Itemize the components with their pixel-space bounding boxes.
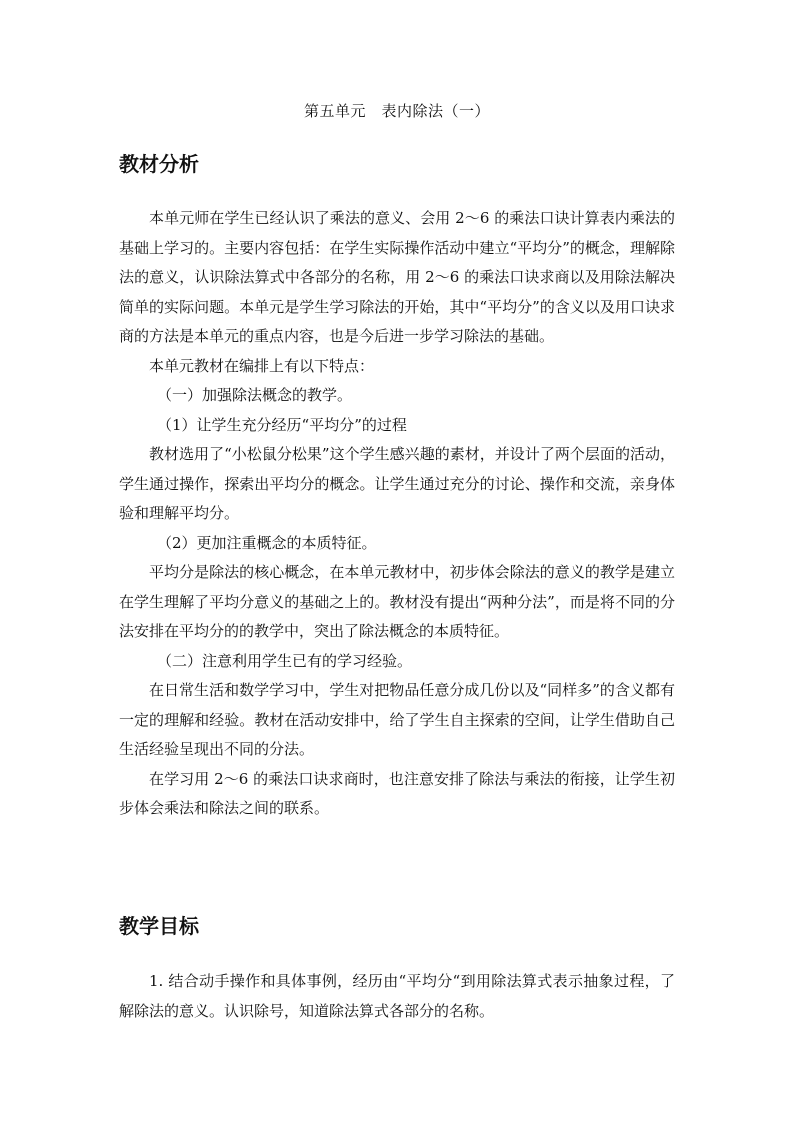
section-heading-teaching-objectives: 教学目标 <box>119 914 199 938</box>
paragraph: 本单元师在学生已经认识了乘法的意义、会用 2～6 的乘法口诀计算表内乘法的基础上学习的。主要内容包括：在学生实际操作活动中建立“平均分”的概念，理解除法的意义，认识除法算式中各部分的名称，用 2～6 的乘法口诀求商以及用除法解决简单的实际问题。本单元是学生学习除法的开始，其中“平均分”的含义以及用口诀求商的方法是本单元的重点内容，也是今后进一步学习除法的基础。 <box>119 209 675 345</box>
paragraph: 在学习用 2～6 的乘法口诀求商时，也注意安排了除法与乘法的衔接，让学生初步体会乘法和除法之间的联系。 <box>119 769 675 817</box>
subheading: （2）更加注重概念的本质特征。 <box>157 533 377 552</box>
section-heading-textbook-analysis: 教材分析 <box>119 152 199 176</box>
paragraph: 在日常生活和数学学习中，学生对把物品任意分成几份以及“同样多”的含义都有一定的理解和经验。教材在活动安排中，给了学生自主探索的空间，让学生借助自己生活经验呈现出不同的分法。 <box>119 681 675 758</box>
paragraph: 平均分是除法的核心概念，在本单元教材中，初步体会除法的意义的教学是建立在学生理解了平均分意义的基础之上的。教材没有提出“两种分法”，而是将不同的分法安排在平均分的的教学中，突出了除法概念的本质特征。 <box>119 563 675 640</box>
section-body-teaching-objectives <box>119 967 675 1026</box>
paragraph: 教材选用了“小松鼠分松果”这个学生感兴趣的素材，并设计了两个层面的活动，学生通过操作，探索出平均分的概念。让学生通过充分的讨论、操作和交流，亲身体验和理解平均分。 <box>119 445 675 522</box>
paragraph: 本单元教材在编排上有以下特点： <box>149 356 375 375</box>
paragraph: 1. 结合动手操作和具体事例，经历由“平均分“到用除法算式表示抽象过程，了解除法的意义。认识除号，知道除法算式各部分的名称。 <box>119 972 675 1020</box>
section-body-textbook-analysis <box>119 204 675 824</box>
document-title: 第五单元 表内除法（一） <box>303 102 490 120</box>
subheading: （一）加强除法概念的教学。 <box>157 386 353 404</box>
subheading: （1）让学生充分经历“平均分”的过程 <box>157 415 407 434</box>
subheading: （二）注意利用学生已有的学习经验。 <box>157 651 413 670</box>
